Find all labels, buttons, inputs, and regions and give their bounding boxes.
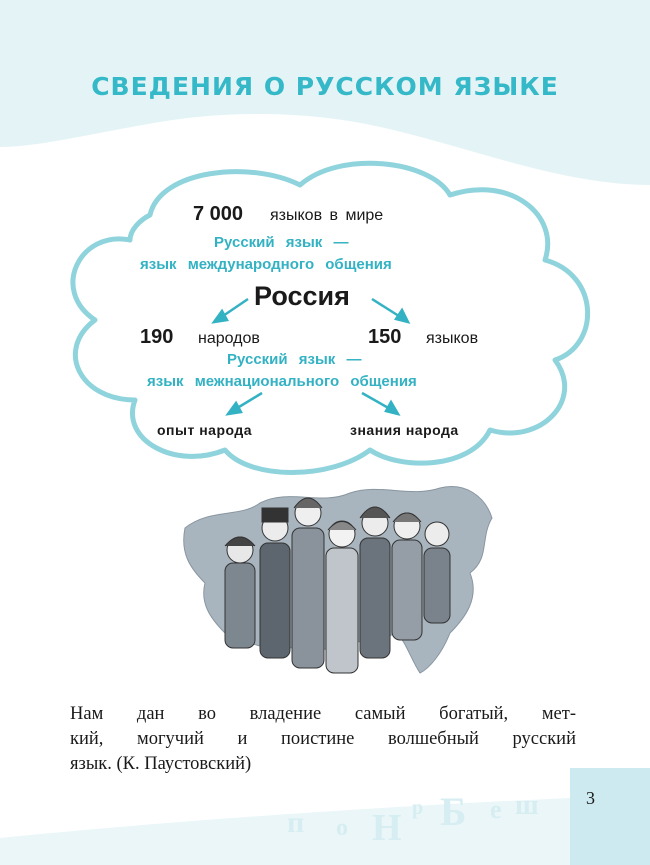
- inter-language-line1: Русский язык —: [227, 351, 362, 368]
- quote-line-3: язык. (К. Паустовский): [70, 754, 252, 774]
- person-7: [424, 522, 450, 623]
- decor-letter-7: ш: [515, 790, 539, 821]
- peoples-text: народов: [198, 330, 260, 347]
- decor-letter-3: Н: [372, 807, 402, 849]
- person-1: [225, 537, 255, 648]
- inter-language-line2: язык межнационального общения: [147, 373, 417, 390]
- languages-number: 150: [368, 326, 402, 348]
- decor-letter-6: е: [490, 795, 502, 824]
- decor-letter-2: о: [336, 815, 348, 841]
- paustovsky-quote: [70, 702, 576, 777]
- person-2: [260, 508, 290, 658]
- intl-language-line1: Русский язык —: [214, 234, 349, 251]
- page-title: СВЕДЕНИЯ О РУССКОМ ЯЗЫКЕ: [91, 72, 559, 101]
- right-result-text: знания народа: [350, 422, 459, 438]
- decor-letter-4: р: [412, 797, 424, 819]
- peoples-number: 190: [140, 326, 174, 348]
- peoples-of-russia-illustration: [180, 468, 495, 678]
- world-languages-number: 7 000: [193, 203, 244, 225]
- page-number: 3: [586, 788, 595, 808]
- country-name: Россия: [254, 281, 350, 311]
- footer-decor-strip: [0, 768, 650, 865]
- person-5: [360, 507, 390, 658]
- intl-language-line2: язык международного общения: [140, 256, 392, 273]
- world-languages-text: языков в мире: [270, 207, 384, 224]
- person-6: [392, 513, 422, 640]
- decor-letter-1: п: [287, 806, 305, 839]
- left-result-text: опыт народа: [157, 422, 253, 438]
- languages-text: языков: [426, 330, 479, 347]
- quote-line-1: Нам дан во владение самый богатый, мет-: [70, 704, 576, 724]
- quote-line-2: кий, могучий и поистине волшебный русский: [70, 729, 576, 749]
- decor-letter-5: Б: [440, 789, 467, 834]
